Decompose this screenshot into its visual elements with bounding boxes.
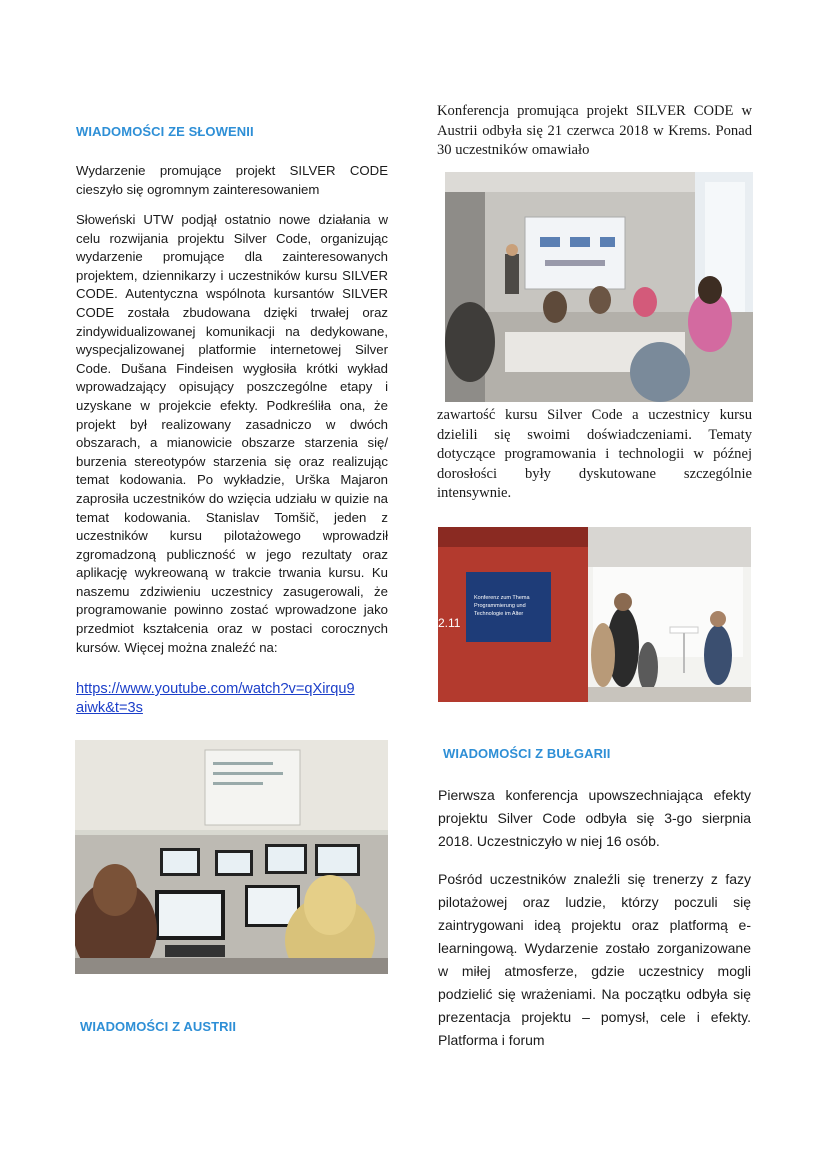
austria-intro: Konferencja promująca projekt SILVER CODE w Austrii odbyła się 21 czerwca 2018 w Krems. Ponad 30 uczestników omawiało <box>437 103 752 159</box>
heading-bulgaria: WIADOMOŚCI Z BUŁGARII <box>443 746 611 761</box>
sign-text-3: Technologie im Alter <box>474 611 524 617</box>
sign-text-2: Programmierung und <box>474 603 526 609</box>
slovenia-body: Słoweński UTW podjął ostatnio nowe działania w celu rozwijania projektu Silver Code, organizując wydarzenie promujące dla zainteresowanych projektem, dziennikarzy i uczestników kursu SILVER CODE. Autentyczna wspólnota kursantów SILVER CODE została zbudowana dzięki trwałej oraz zindywidualizowanej komunikacji na dedykowane, wyspecjalizowanej platformie internetowej Silver Code. Dušana Findeisen wygłosiła krótki wykład wprowadzający opisujący poszczególne etapy i uzyskane w projekcie efekty. Podkreśliła ona, że projekt był realizowany zasadniczo w dwóch obszarach, a mianowicie obszarze starzenia się/ burzenia stereotypów starzenia się oraz realizując temat kodowania. Po wykładzie, Urška Majaron zaprosiła uczestników do wzięcia udziału w quizie na temat kodowania. Stanislav Tomšič, jeden z uczestników kursu pilotażowego wprowadził zgromadzoną publiczność w jego rezultaty oraz aplikację wykreowaną w trakcie trwania kursu. Ku naszemu zdziwieniu uczestnicy zasugerowali, że programowanie powinno zostać wprowadzone jako przedmiot kształcenia oraz w postaci corocznych kursów. Więcej można znaleźć na: <box>76 212 388 655</box>
photo-slovenia-classroom <box>75 740 388 974</box>
bulgaria-p1: Pierwsza konferencja upowszechniająca efekty projektu Silver Code odbyła się 3-go sierpnia 2018. Uczestniczyło w niej 16 osób. <box>438 787 751 849</box>
youtube-link-line2[interactable]: aiwk&t=3s <box>76 700 143 716</box>
youtube-link-block <box>76 680 396 718</box>
photo-austria-conference <box>445 172 753 402</box>
sign-text-1: Konferenz zum Thema <box>474 595 530 601</box>
photo-austria-sign <box>438 527 751 702</box>
heading-austria: WIADOMOŚCI Z AUSTRII <box>80 1019 237 1034</box>
austria-continued: zawartość kursu Silver Code a uczestnicy kursu dzielili się swoimi doświadczeniami. Tematy dotyczące programowania i technologii w późnej dorosłości były dyskutowane szczególnie intensywnie. <box>437 407 752 502</box>
youtube-link-line1[interactable]: https://www.youtube.com/watch?v=qXirqu9 <box>76 681 355 697</box>
bulgaria-p2: Pośród uczestników znaleźli się trenerzy z fazy pilotażowej oraz ludzie, którzy poczuli się zaintrygowani ideą projektu oraz platformą e-learningową. Wydarzenie zostało zorganizowane w miłej atmosferze, gdzie uczestnicy mogli podzielić się wrażeniami. Na początku odbyła się prezentacja projektu – pomysł, cele i efekty. Platforma i forum <box>438 871 751 1048</box>
heading-slovenia: WIADOMOŚCI ZE SŁOWENII <box>76 124 254 139</box>
slovenia-lead: Wydarzenie promujące projekt SILVER CODE cieszyło się ogromnym zainteresowaniem <box>76 163 388 197</box>
room-number: 2.11 <box>438 616 461 630</box>
